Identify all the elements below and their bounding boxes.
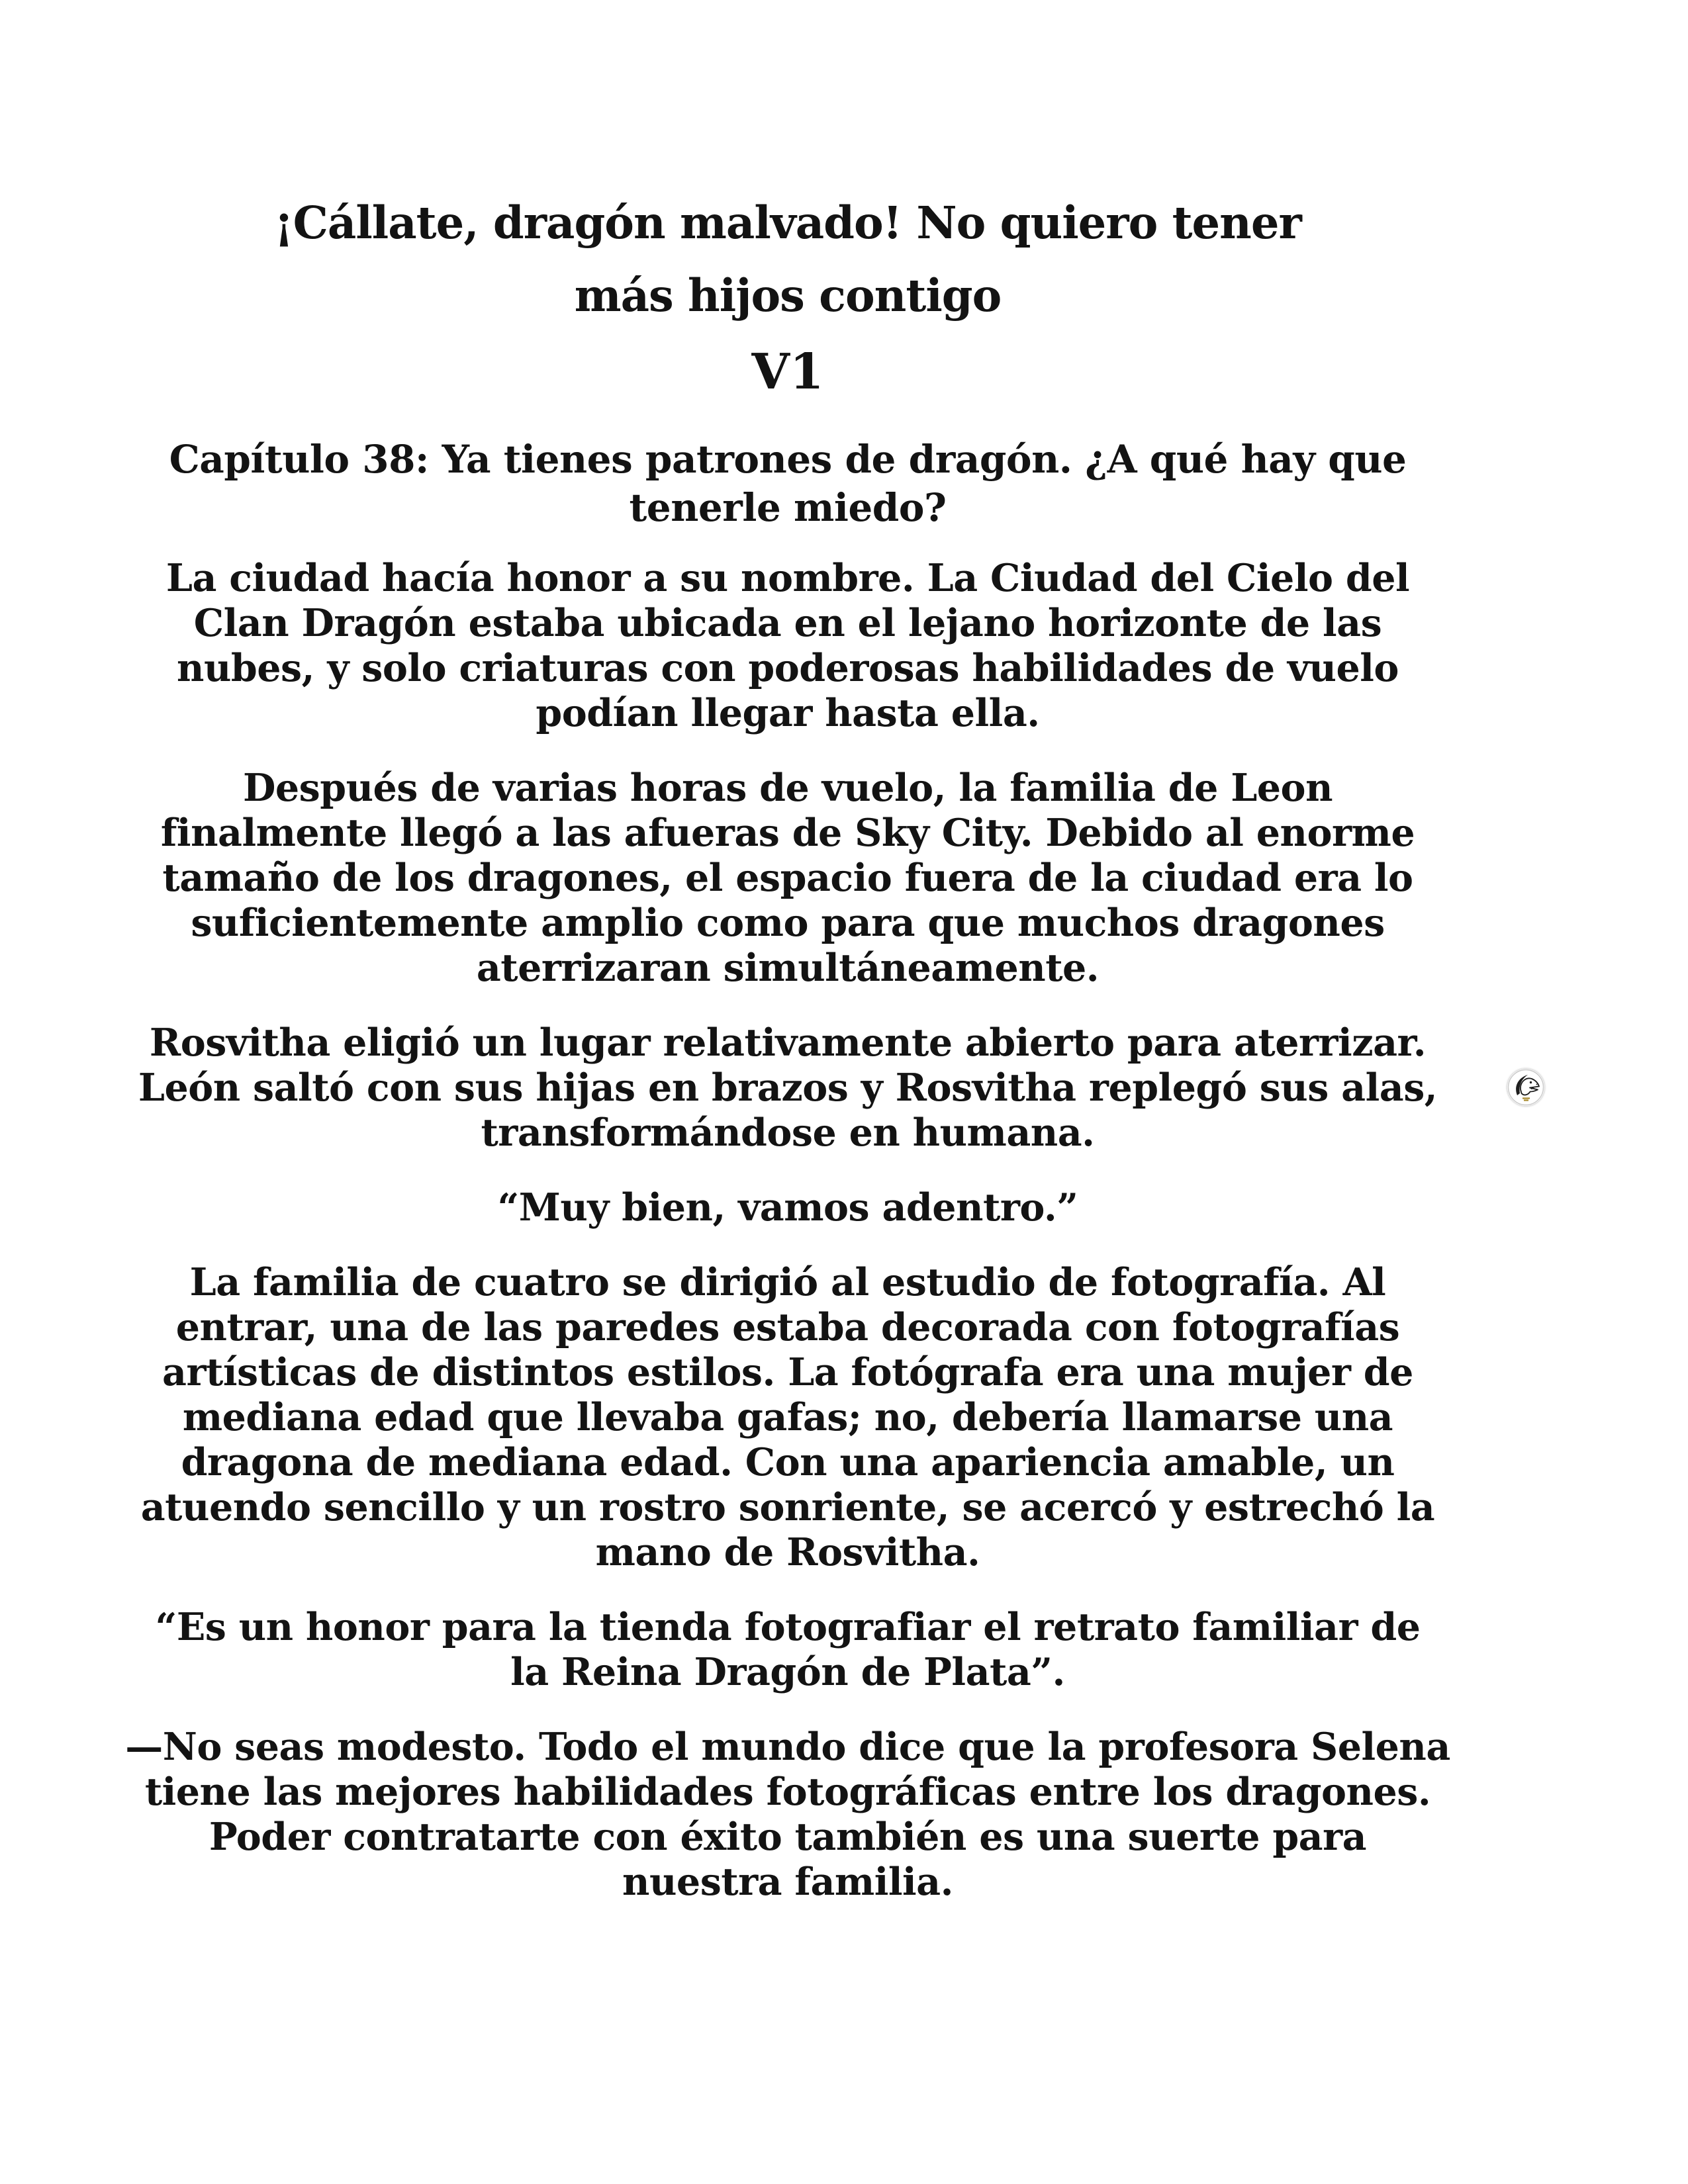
paragraph <box>99 766 1476 991</box>
volume-label: V1 <box>751 343 824 400</box>
paragraph <box>99 1260 1476 1575</box>
novel-title-line-1: ¡Cállate, dragón malvado! No quiero tener <box>274 197 1301 249</box>
text-line: “Es un honor para la tienda fotografiar el retrato familiar de <box>155 1605 1421 1649</box>
chapter-heading-line-1: Capítulo 38: Ya tienes patrones de dragón. ¿A qué hay que <box>169 437 1407 482</box>
text-line: Rosvitha eligió un lugar relativamente abierto para aterrizar. <box>149 1021 1427 1065</box>
text-line: atuendo sencillo y un rostro sonriente, se acercó y estrechó la <box>140 1485 1435 1529</box>
paragraph <box>99 556 1476 736</box>
paragraph <box>99 1021 1476 1156</box>
text-line: mediana edad que llevaba gafas; no, debería llamarse una <box>182 1395 1393 1439</box>
text-line: nubes, y solo criaturas con poderosas habilidades de vuelo <box>177 646 1399 690</box>
text-line: “Muy bien, vamos adentro.” <box>497 1185 1078 1230</box>
chapter-heading <box>99 435 1476 532</box>
text-line: podían llegar hasta ella. <box>536 691 1040 735</box>
text-line: suficientemente amplio como para que muchos dragones <box>191 901 1385 945</box>
text-line: La ciudad hacía honor a su nombre. La Ciudad del Cielo del <box>165 556 1410 600</box>
novel-title-line-2: más hijos contigo <box>574 269 1002 322</box>
text-line: Clan Dragón estaba ubicada en el lejano horizonte de las <box>193 601 1382 645</box>
dragon-head-icon <box>1507 1069 1544 1106</box>
dialogue-quote <box>99 1605 1476 1695</box>
dialogue-quote <box>99 1185 1476 1230</box>
text-line: aterrizaran simultáneamente. <box>476 946 1100 990</box>
dialogue-paragraph <box>99 1725 1476 1905</box>
text-line: artísticas de distintos estilos. La fotógrafa era una mujer de <box>162 1350 1413 1394</box>
chapter-body <box>99 556 1476 1905</box>
text-line: finalmente llegó a las afueras de Sky City. Debido al enorme <box>160 811 1415 855</box>
text-line: la Reina Dragón de Plata”. <box>510 1650 1065 1694</box>
dragon-logo-watermark[interactable] <box>1507 1069 1544 1106</box>
text-line: dragona de mediana edad. Con una apariencia amable, un <box>181 1440 1395 1484</box>
text-line: mano de Rosvitha. <box>595 1530 980 1574</box>
novel-title <box>99 187 1476 332</box>
text-line: entrar, una de las paredes estaba decorada con fotografías <box>175 1305 1400 1349</box>
text-line: tamaño de los dragones, el espacio fuera de la ciudad era lo <box>162 856 1413 900</box>
text-line: tiene las mejores habilidades fotográficas entre los dragones. <box>144 1770 1431 1814</box>
text-line: Poder contratarte con éxito también es una suerte para <box>209 1815 1367 1859</box>
page-content <box>99 0 1476 1934</box>
text-line: La familia de cuatro se dirigió al estudio de fotografía. Al <box>189 1260 1386 1304</box>
text-line: transformándose en humana. <box>481 1111 1095 1155</box>
text-line: Después de varias horas de vuelo, la familia de Leon <box>242 766 1333 810</box>
chapter-heading-line-2: tenerle miedo? <box>629 485 947 530</box>
text-line: León saltó con sus hijas en brazos y Rosvitha replegó sus alas, <box>138 1066 1438 1110</box>
text-line: nuestra familia. <box>622 1860 953 1904</box>
chapter-header <box>99 187 1476 532</box>
text-line: —No seas modesto. Todo el mundo dice que la profesora Selena <box>125 1725 1450 1769</box>
